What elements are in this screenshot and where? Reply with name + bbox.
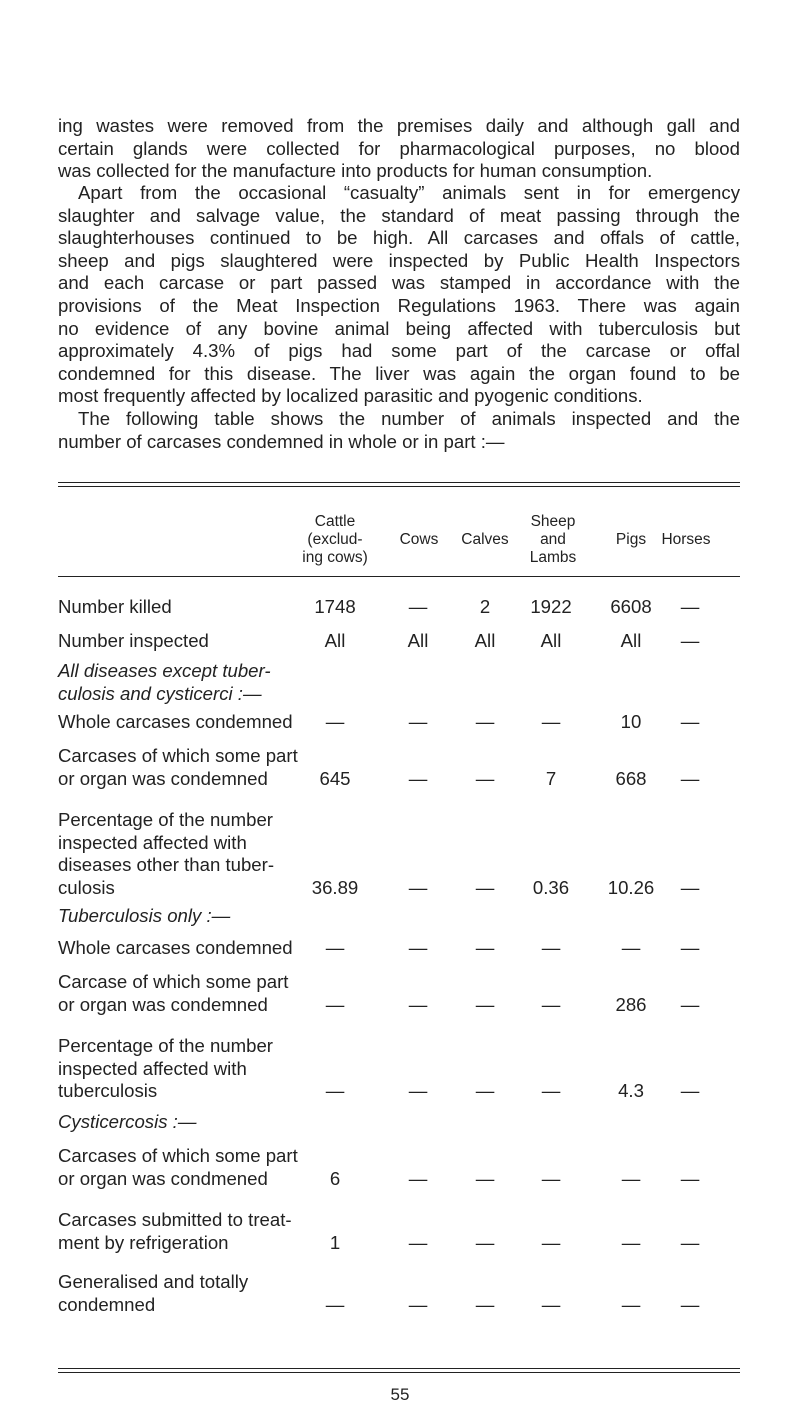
table-cell: — (408, 993, 428, 1015)
table-cell: — (680, 1231, 700, 1253)
header-line: Lambs (529, 549, 577, 566)
table-cell: — (408, 1080, 428, 1102)
table-cell: 10.26 (607, 876, 655, 898)
table-cell: — (475, 937, 495, 958)
table-cell: — (680, 630, 700, 651)
table-cell: — (475, 1080, 495, 1102)
text-line: was collected for the manufacture into products for human consumption. (58, 160, 653, 182)
table-cell: All (324, 630, 346, 651)
row-label (58, 1271, 248, 1316)
row-label-line: Carcases of which some part (58, 1145, 298, 1166)
row-label-line: ment by refrigeration (58, 1231, 229, 1253)
table-cell: 6 (329, 1167, 341, 1189)
text-line: condemned for this disease. The liver was again the organ found to be (58, 362, 740, 384)
table-cell: — (680, 993, 700, 1015)
paragraph-continuation (58, 115, 740, 183)
table-cell: 4.3 (618, 1080, 644, 1102)
table-top-rule (58, 482, 740, 487)
table-cell: — (408, 937, 428, 958)
table-cell: — (621, 1293, 641, 1315)
header-sheep (513, 513, 593, 567)
table-cell: — (541, 937, 561, 958)
row-label (58, 596, 172, 619)
row-label-line: Whole carcases condemned (58, 711, 293, 732)
text-line: and each carcase or part passed was stamped in accordance with the (58, 272, 740, 294)
table-cell: 36.89 (311, 876, 359, 898)
header-line: Pigs (615, 531, 647, 548)
page-number: 55 (390, 1385, 410, 1404)
section-heading (58, 1111, 196, 1134)
row-label (58, 809, 274, 899)
table-cell: — (475, 1167, 495, 1189)
table-cell: — (680, 1167, 700, 1189)
table-cell: 10 (620, 711, 642, 732)
row-label (58, 1035, 273, 1103)
text-line: provisions of the Meat Inspection Regulations 1963. There was again (58, 294, 740, 316)
text-line: number of carcases condemned in whole or in part :— (58, 430, 505, 452)
table-cell: — (541, 711, 561, 732)
row-label-line: or organ was condmened (58, 1167, 268, 1189)
table-cell: — (325, 993, 345, 1015)
table-cell: — (541, 1080, 561, 1102)
row-label-line: Carcases submitted to treat- (58, 1209, 292, 1230)
row-label (58, 630, 209, 653)
row-label-line: inspected affected with (58, 1057, 247, 1079)
table-cell: — (680, 1080, 700, 1102)
table-cell: — (680, 1293, 700, 1315)
row-label (58, 1145, 298, 1190)
header-line: Cattle (314, 513, 356, 530)
text-line: approximately 4.3% of pigs had some part of the carcase or offal (58, 340, 740, 362)
table-cell: — (325, 1080, 345, 1102)
table-cell: — (408, 711, 428, 732)
row-label-line: Number inspected (58, 630, 209, 651)
table-cell: All (474, 630, 496, 651)
paragraph-meat-inspection (58, 182, 740, 408)
table-cell: — (680, 876, 700, 898)
table-cell: 1748 (314, 596, 356, 617)
row-label-line: All diseases except tuber- (58, 660, 271, 681)
header-line: Sheep (530, 513, 576, 530)
table-cell: — (475, 876, 495, 898)
table-cell: 6608 (610, 596, 652, 617)
row-label-line: Carcases of which some part (58, 745, 298, 766)
table-cell: — (475, 711, 495, 732)
table-cell: — (408, 596, 428, 617)
table-bottom-rule (58, 1368, 740, 1373)
row-label-line: Carcase of which some part (58, 971, 289, 992)
table-cell: — (325, 711, 345, 732)
table-cell: — (541, 993, 561, 1015)
paragraph-table-intro (58, 408, 740, 453)
table-cell: — (621, 1231, 641, 1253)
row-label (58, 1209, 292, 1254)
table-cell: — (621, 1167, 641, 1189)
text-line: no evidence of any bovine animal being affected with tuberculosis but (58, 317, 740, 339)
row-label-line: or organ was condemned (58, 993, 268, 1015)
table-cell: — (475, 1293, 495, 1315)
row-label-line: inspected affected with (58, 831, 247, 853)
row-label-line: Percentage of the number (58, 1035, 273, 1056)
section-heading (58, 905, 230, 928)
table-cell: — (680, 596, 700, 617)
table-cell: — (408, 1293, 428, 1315)
table-cell: All (540, 630, 562, 651)
header-line: Horses (661, 531, 711, 548)
table-cell: — (408, 1231, 428, 1253)
table-cell: — (541, 1167, 561, 1189)
row-label-line: Number killed (58, 596, 172, 617)
table-cell: — (325, 1293, 345, 1315)
table-cell: All (620, 630, 642, 651)
row-label-line: Whole carcases condemned (58, 937, 293, 958)
text-line: slaughter and salvage value, the standard of meat passing through the (58, 204, 740, 226)
table-cell: — (541, 1231, 561, 1253)
table-cell: 1922 (530, 596, 572, 617)
header-cattle (295, 513, 375, 567)
header-rule (58, 576, 740, 577)
table-cell: 2 (479, 596, 491, 617)
section-heading (58, 660, 271, 705)
row-label-line: tuberculosis (58, 1080, 158, 1102)
row-label (58, 745, 298, 790)
table-cell: — (541, 1293, 561, 1315)
table-cell: 7 (545, 767, 557, 789)
header-line: (exclud- (307, 531, 363, 548)
row-label-line: Cysticercosis :— (58, 1111, 197, 1132)
text-line: most frequently affected by localized parasitic and pyogenic conditions. (58, 385, 643, 407)
text-line: slaughterhouses continued to be high. All carcases and offals of cattle, (58, 227, 740, 249)
row-label (58, 711, 293, 734)
row-label-line: Percentage of the number (58, 809, 273, 830)
row-label (58, 937, 293, 960)
header-line: ing cows) (302, 549, 368, 566)
table-cell: — (621, 937, 641, 958)
table-cell: — (475, 767, 495, 789)
header-cows (389, 531, 449, 549)
table-cell: 1 (329, 1231, 341, 1253)
row-label-line: culosis (58, 876, 115, 898)
table-cell: — (408, 876, 428, 898)
table-cell: 0.36 (532, 876, 570, 898)
header-horses (656, 531, 716, 549)
text-line: ing wastes were removed from the premises daily and although gall and (58, 115, 740, 136)
table-cell: All (407, 630, 429, 651)
row-label-line: culosis and cysticerci :— (58, 682, 262, 704)
table-cell: — (475, 993, 495, 1015)
table-cell: — (408, 767, 428, 789)
header-line: and (540, 531, 566, 548)
table-cell: 645 (319, 767, 351, 789)
text-line: certain glands were collected for pharmacological purposes, no blood (58, 137, 740, 159)
row-label-line: Tuberculosis only :— (58, 905, 231, 926)
table-cell: — (475, 1231, 495, 1253)
table-cell: 668 (615, 767, 647, 789)
table-cell: — (325, 937, 345, 958)
header-line: Cows (399, 531, 439, 548)
text-line: Apart from the occasional “casualty” animals sent in for emergency (78, 182, 740, 203)
row-label-line: diseases other than tuber- (58, 854, 275, 876)
table-cell: — (680, 767, 700, 789)
table-cell: 286 (615, 993, 647, 1015)
table-cell: — (680, 711, 700, 732)
table-cell: — (680, 937, 700, 958)
row-label-line: or organ was condemned (58, 767, 268, 789)
header-pigs (606, 531, 656, 549)
row-label (58, 971, 288, 1016)
header-line: Calves (461, 531, 509, 548)
text-line: sheep and pigs slaughtered were inspected by Public Health Inspectors (58, 249, 740, 271)
row-label-line: condemned (58, 1293, 156, 1315)
header-calves (450, 531, 520, 549)
table-cell: — (408, 1167, 428, 1189)
row-label-line: Generalised and totally (58, 1271, 249, 1292)
text-line: The following table shows the number of animals inspected and the (78, 408, 740, 429)
